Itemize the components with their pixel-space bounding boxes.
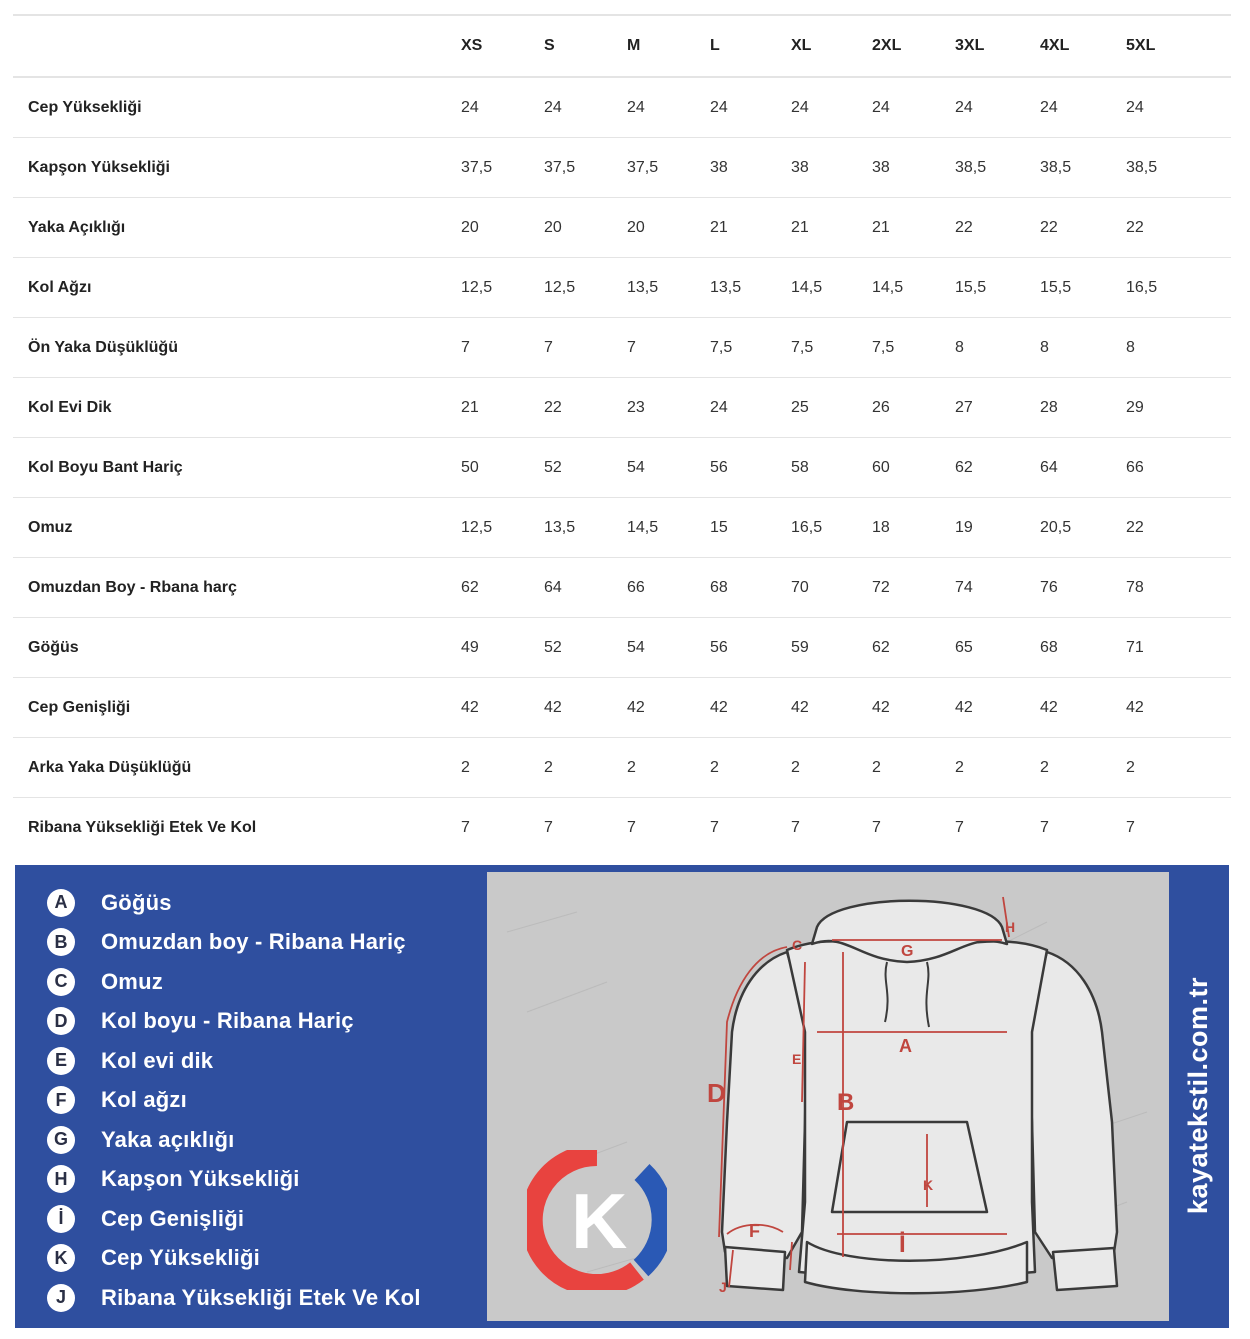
size-header-cell: 5XL [1126, 37, 1156, 54]
measurement-value: 50 [461, 458, 479, 476]
measurement-value: 7 [627, 818, 636, 836]
measurement-value: 24 [461, 98, 479, 116]
measurement-value: 16,5 [791, 518, 823, 536]
measurement-label: Arka Yaka Düşüklüğü [28, 758, 192, 776]
measurement-label: Omuz [28, 518, 73, 536]
measurement-value: 13,5 [627, 278, 659, 296]
measurement-value: 2 [791, 758, 800, 776]
table-row [13, 498, 1231, 558]
measurement-value: 62 [461, 578, 479, 596]
legend-item [47, 923, 421, 963]
measurement-value: 37,5 [627, 158, 659, 176]
measurement-label: Cep Genişliği [28, 698, 131, 716]
label-b: B [837, 1089, 855, 1116]
legend-item [47, 1239, 421, 1279]
measurement-value: 68 [1040, 638, 1058, 656]
measurement-value: 24 [627, 98, 645, 116]
table-row [13, 558, 1231, 618]
measurement-value: 7,5 [872, 338, 895, 356]
measurement-value: 26 [872, 398, 890, 416]
measurement-value: 22 [1126, 218, 1144, 236]
measurement-value: 38,5 [1040, 158, 1072, 176]
measurement-value: 62 [872, 638, 890, 656]
measurement-value: 38,5 [1126, 158, 1158, 176]
measurement-value: 24 [544, 98, 562, 116]
measurement-value: 54 [627, 638, 645, 656]
measurement-label: Kapşon Yüksekliği [28, 158, 170, 176]
measurement-value: 42 [710, 698, 728, 716]
measurement-value: 42 [1126, 698, 1144, 716]
measurement-value: 29 [1126, 398, 1144, 416]
measurement-value: 20 [544, 218, 562, 236]
measurement-value: 38,5 [955, 158, 987, 176]
legend-text: Cep Genişliği [101, 1205, 245, 1231]
measurement-value: 23 [627, 398, 645, 416]
legend-item [47, 1002, 421, 1042]
measurement-value: 21 [461, 398, 479, 416]
measurement-value: 66 [1126, 458, 1144, 476]
measurement-value: 42 [955, 698, 973, 716]
legend-text: Yaka açıklığı [101, 1126, 235, 1152]
table-row [13, 318, 1231, 378]
measurement-value: 7 [1040, 818, 1049, 836]
measurement-label: Ön Yaka Düşüklüğü [28, 338, 178, 356]
table-row [13, 258, 1231, 318]
size-header-cell: 3XL [955, 37, 985, 54]
measurement-value: 7 [544, 818, 553, 836]
legend-item [47, 1199, 421, 1239]
measurement-value: 24 [1040, 98, 1058, 116]
label-e: E [792, 1051, 802, 1067]
measurement-value: 8 [1126, 338, 1135, 356]
measurement-value: 15 [710, 518, 728, 536]
measurement-value: 42 [872, 698, 890, 716]
measurement-value: 24 [710, 398, 728, 416]
legend-text: Kol boyu - Ribana Hariç [101, 1008, 354, 1034]
measurement-guide [15, 865, 1229, 1328]
measurement-value: 2 [544, 758, 553, 776]
measurement-value: 38 [791, 158, 809, 176]
size-header-cell: 4XL [1040, 37, 1070, 54]
measurement-value: 58 [791, 458, 809, 476]
label-d: D [707, 1078, 726, 1108]
legend-item [47, 1081, 421, 1121]
legend-text: Ribana Yüksekliği Etek Ve Kol [101, 1284, 421, 1310]
measurement-value: 8 [1040, 338, 1049, 356]
measurement-value: 7 [461, 338, 470, 356]
measurement-value: 38 [710, 158, 728, 176]
brand-logo [527, 1150, 667, 1290]
size-header-row [13, 16, 1231, 78]
measurement-value: 76 [1040, 578, 1058, 596]
measurement-value: 7,5 [791, 338, 814, 356]
legend-letter-badge: K [47, 1244, 75, 1272]
legend-text: Göğüs [101, 889, 172, 915]
measurement-value: 68 [710, 578, 728, 596]
measurement-value: 7 [955, 818, 964, 836]
legend-letter-badge: G [47, 1126, 75, 1154]
measurement-label: Omuzdan Boy - Rbana harç [28, 578, 237, 596]
measurement-value: 62 [955, 458, 973, 476]
measurement-value: 27 [955, 398, 973, 416]
measurement-value: 25 [791, 398, 809, 416]
measurement-value: 7 [710, 818, 719, 836]
measurement-value: 7 [1126, 818, 1135, 836]
measurement-value: 12,5 [544, 278, 576, 296]
measurement-value: 21 [710, 218, 728, 236]
measurement-value: 22 [1040, 218, 1058, 236]
measurement-label: Cep Yüksekliği [28, 98, 142, 116]
measurement-value: 24 [791, 98, 809, 116]
measurement-value: 66 [627, 578, 645, 596]
measurement-value: 20 [627, 218, 645, 236]
measurement-value: 2 [872, 758, 881, 776]
legend-item [47, 1278, 421, 1318]
measurement-value: 2 [1040, 758, 1049, 776]
measurement-value: 15,5 [1040, 278, 1072, 296]
legend-item [47, 1120, 421, 1160]
measurement-value: 7 [461, 818, 470, 836]
measurement-label: Göğüs [28, 638, 79, 656]
website-label [1179, 905, 1219, 1285]
measurement-value: 22 [955, 218, 973, 236]
measurement-value: 15,5 [955, 278, 987, 296]
legend-text: Kol ağzı [101, 1087, 187, 1113]
measurement-label: Kol Boyu Bant Hariç [28, 458, 183, 476]
measurement-value: 24 [872, 98, 890, 116]
measurement-value: 16,5 [1126, 278, 1158, 296]
measurement-value: 14,5 [791, 278, 823, 296]
measurement-value: 7 [872, 818, 881, 836]
legend-text: Kol evi dik [101, 1047, 214, 1073]
legend-letter-badge: İ [47, 1205, 75, 1233]
legend-text: Omuzdan boy - Ribana Hariç [101, 929, 406, 955]
measurement-value: 52 [544, 458, 562, 476]
measurement-value: 12,5 [461, 278, 493, 296]
label-g: G [901, 943, 914, 960]
measurement-value: 78 [1126, 578, 1144, 596]
measurement-value: 2 [1126, 758, 1135, 776]
measurement-value: 42 [461, 698, 479, 716]
measurement-label: Yaka Açıklığı [28, 218, 126, 236]
measurement-value: 2 [955, 758, 964, 776]
legend-item [47, 1041, 421, 1081]
table-row [13, 618, 1231, 678]
measurement-value: 21 [791, 218, 809, 236]
measurement-value: 64 [1040, 458, 1058, 476]
legend-text: Kapşon Yüksekliği [101, 1166, 300, 1192]
legend-item [47, 962, 421, 1002]
measurement-value: 56 [710, 638, 728, 656]
measurement-value: 49 [461, 638, 479, 656]
legend-letter-badge: F [47, 1086, 75, 1114]
website-text: kayatekstil.com.tr [1183, 976, 1214, 1214]
measurement-value: 22 [1126, 518, 1144, 536]
label-h: H [1005, 919, 1016, 935]
measurement-value: 72 [872, 578, 890, 596]
measurement-value: 52 [544, 638, 562, 656]
measurement-value: 2 [710, 758, 719, 776]
measurement-value: 70 [791, 578, 809, 596]
legend-letter-badge: B [47, 928, 75, 956]
measurement-value: 37,5 [544, 158, 576, 176]
measurement-label: Ribana Yüksekliği Etek Ve Kol [28, 818, 257, 836]
legend-letter-badge: D [47, 1007, 75, 1035]
measurement-value: 65 [955, 638, 973, 656]
measurement-value: 21 [872, 218, 890, 236]
measurement-value: 42 [627, 698, 645, 716]
measurement-value: 13,5 [544, 518, 576, 536]
measurement-value: 2 [627, 758, 636, 776]
legend-letter-badge: C [47, 968, 75, 996]
legend-letter-badge: H [47, 1165, 75, 1193]
legend-letter-badge: A [47, 889, 75, 917]
table-row [13, 438, 1231, 498]
label-a: A [899, 1036, 912, 1056]
table-row [13, 78, 1231, 138]
label-k: K [923, 1177, 934, 1193]
measurement-value: 56 [710, 458, 728, 476]
measurement-value: 28 [1040, 398, 1058, 416]
size-header-cell: S [544, 37, 555, 54]
measurement-value: 2 [461, 758, 470, 776]
legend-item [47, 883, 421, 923]
legend-text: Cep Yüksekliği [101, 1245, 260, 1271]
table-row [13, 678, 1231, 738]
measurement-value: 59 [791, 638, 809, 656]
table-row [13, 798, 1231, 857]
measurement-value: 14,5 [627, 518, 659, 536]
measurement-value: 37,5 [461, 158, 493, 176]
measurement-value: 20,5 [1040, 518, 1072, 536]
measurement-value: 14,5 [872, 278, 904, 296]
measurement-value: 8 [955, 338, 964, 356]
measurement-value: 7 [791, 818, 800, 836]
size-chart-table [13, 14, 1231, 857]
label-j: J [719, 1279, 727, 1295]
measurement-value: 22 [544, 398, 562, 416]
size-header-cell: 2XL [872, 37, 902, 54]
measurement-value: 42 [791, 698, 809, 716]
legend-text: Omuz [101, 968, 163, 994]
measurement-label: Kol Evi Dik [28, 398, 112, 416]
measurement-value: 54 [627, 458, 645, 476]
measurement-value: 7,5 [710, 338, 733, 356]
size-header-cell: XS [461, 37, 483, 54]
table-row [13, 378, 1231, 438]
legend-letter-badge: J [47, 1284, 75, 1312]
measurement-value: 7 [627, 338, 636, 356]
measurement-value: 42 [1040, 698, 1058, 716]
logo-letter: K [571, 1177, 628, 1265]
size-header-cell: L [710, 37, 720, 54]
measurement-value: 18 [872, 518, 890, 536]
measurement-value: 42 [544, 698, 562, 716]
label-c: C [792, 937, 803, 953]
measurement-value: 24 [1126, 98, 1144, 116]
measurement-value: 12,5 [461, 518, 493, 536]
label-f: F [749, 1221, 760, 1241]
measurement-value: 71 [1126, 638, 1144, 656]
measurement-value: 24 [955, 98, 973, 116]
table-row [13, 738, 1231, 798]
legend-item [47, 1160, 421, 1200]
legend-letter-badge: E [47, 1047, 75, 1075]
measurement-legend [47, 883, 421, 1318]
measurement-value: 19 [955, 518, 973, 536]
measurement-label: Kol Ağzı [28, 278, 92, 296]
table-row [13, 198, 1231, 258]
measurement-value: 64 [544, 578, 562, 596]
measurement-value: 7 [544, 338, 553, 356]
measurement-value: 13,5 [710, 278, 742, 296]
measurement-value: 24 [710, 98, 728, 116]
label-i: İ [899, 1231, 906, 1258]
measurement-value: 60 [872, 458, 890, 476]
size-header-cell: M [627, 37, 641, 54]
size-header-cell: XL [791, 37, 812, 54]
table-row [13, 138, 1231, 198]
measurement-value: 38 [872, 158, 890, 176]
measurement-value: 74 [955, 578, 973, 596]
measurement-value: 20 [461, 218, 479, 236]
